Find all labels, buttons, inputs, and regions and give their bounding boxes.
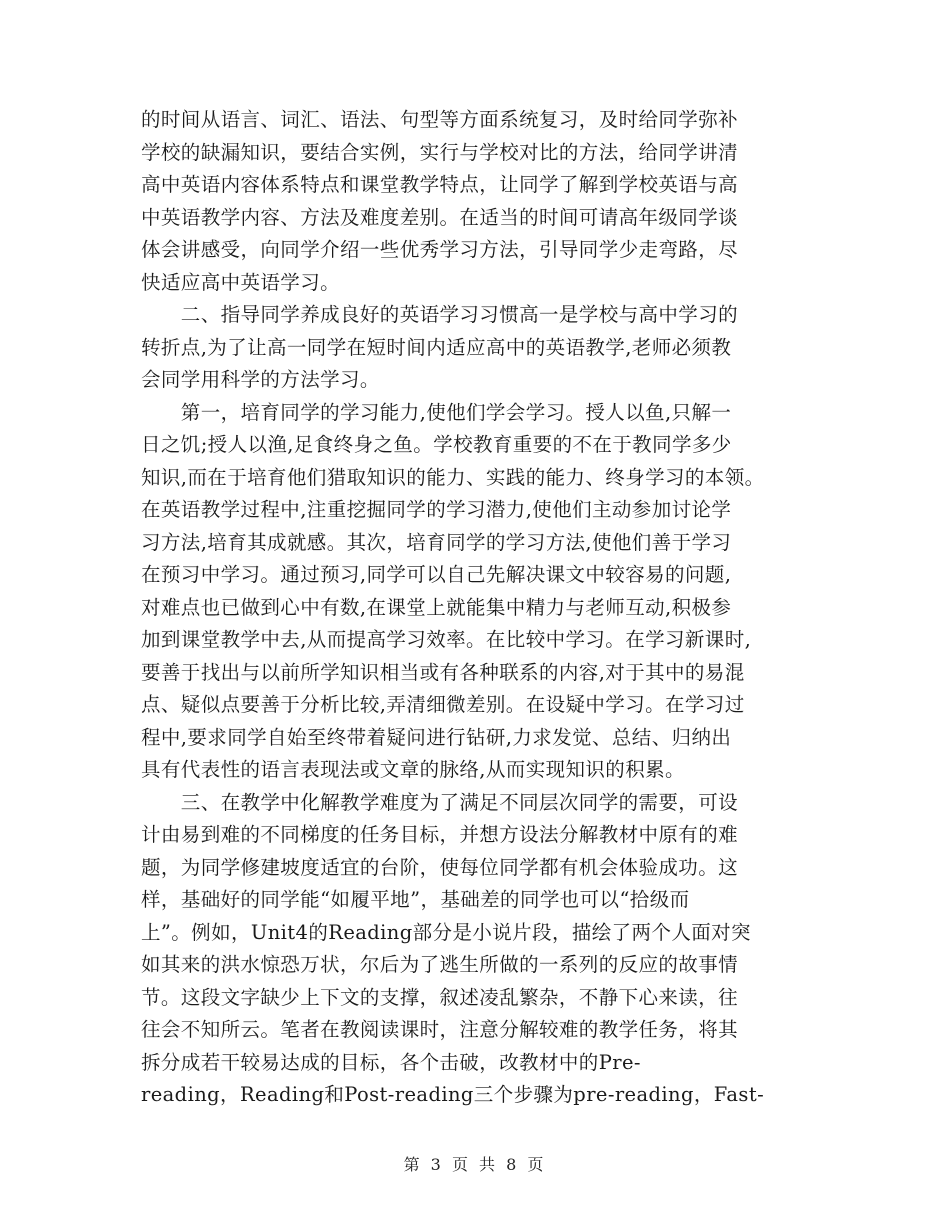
text-line: 在英语教学过程中,注重挖掘同学的学习潜力,使他们主动参加讨论学: [141, 498, 732, 521]
text-line: 中英语教学内容、方法及难度差别。在适当的时间可请高年级同学谈: [141, 205, 739, 229]
text-line: 高中英语内容体系特点和课堂教学特点，让同学了解到学校英语与高: [141, 173, 739, 196]
text-line: 题，为同学修建坡度适宜的台阶，使每位同学都有机会体验成功。这: [141, 855, 739, 879]
text-line: 上”。例如，Unit4的Reading部分是小说片段，描绘了两个人面对突: [141, 920, 751, 944]
text-line: 样，基础好的同学能“如履平地”，基础差的同学也可以“拾级而: [141, 888, 690, 911]
text-line: 的时间从语言、词汇、语法、句型等方面系统复习，及时给同学弥补: [141, 108, 739, 131]
text-line: 加到课堂教学中去,从而提高学习效率。在比较中学习。在学习新课时,: [141, 628, 752, 651]
text-line: 计由易到难的不同梯度的任务目标，并想方设法分解教材中原有的难: [141, 823, 739, 846]
text-line: 如其来的洪水惊恐万状，尔后为了逃生所做的一系列的反应的故事情: [141, 953, 739, 976]
text-line: 三、在教学中化解教学难度为了满足不同层次同学的需要，可设: [141, 790, 739, 814]
text-line: 节。这段文字缺少上下文的支撑，叙述凌乱繁杂，不静下心来读，往: [141, 985, 739, 1009]
text-line: 会同学用科学的方法学习。: [141, 368, 380, 391]
text-line: reading，Reading和Post-reading三个步骤为pre-reading，Fast-: [141, 1083, 765, 1106]
text-line: 知识,而在于培育他们猎取知识的能力、实践的能力、终身学习的本领。: [141, 465, 765, 489]
text-line: 要善于找出与以前所学知识相当或有各种联系的内容,对于其中的易混: [141, 660, 745, 684]
text-line: 学校的缺漏知识，要结合实例，实行与学校对比的方法，给同学讲清: [141, 140, 739, 164]
text-line: 对难点也已做到心中有数,在课堂上就能集中精力与老师互动,积极参: [141, 595, 732, 619]
body-text: [141, 104, 831, 1112]
text-line: 快适应高中英语学习。: [141, 270, 341, 294]
text-line: 习方法,培育其成就感。其次，培育同学的学习方法,使他们善于学习: [141, 530, 732, 554]
text-line: 程中,要求同学自始至终带着疑问进行钻研,力求发觉、总结、归纳出: [141, 725, 732, 749]
text-line: 具有代表性的语言表现法或文章的脉络,从而实现知识的积累。: [141, 758, 685, 781]
text-line: 在预习中学习。通过预习,同学可以自己先解决课文中较容易的问题,: [141, 563, 732, 586]
text-line: 点、疑似点要善于分析比较,弄清细微差别。在设疑中学习。在学习过: [141, 693, 745, 716]
text-line: 往会不知所云。笔者在教阅读课时，注意分解较难的教学任务，将其: [141, 1018, 739, 1041]
text-line: 二、指导同学养成良好的英语学习习惯高一是学校与高中学习的: [141, 303, 739, 326]
text-line: 第一，培育同学的学习能力,使他们学会学习。授人以鱼,只解一: [141, 400, 732, 424]
text-line: 日之饥;授人以渔,足食终身之鱼。学校教育重要的不在于教同学多少: [141, 433, 732, 456]
text-line: 拆分成若干较易达成的目标，各个击破，改教材中的Pre-: [141, 1050, 641, 1074]
text-line: 体会讲感受，向同学介绍一些优秀学习方法，引导同学少走弯路，尽: [141, 238, 739, 261]
text-line: 转折点,为了让高一同学在短时间内适应高中的英语教学,老师必须教: [141, 335, 732, 359]
page-footer: 第 3 页 共 8 页: [403, 1155, 547, 1174]
